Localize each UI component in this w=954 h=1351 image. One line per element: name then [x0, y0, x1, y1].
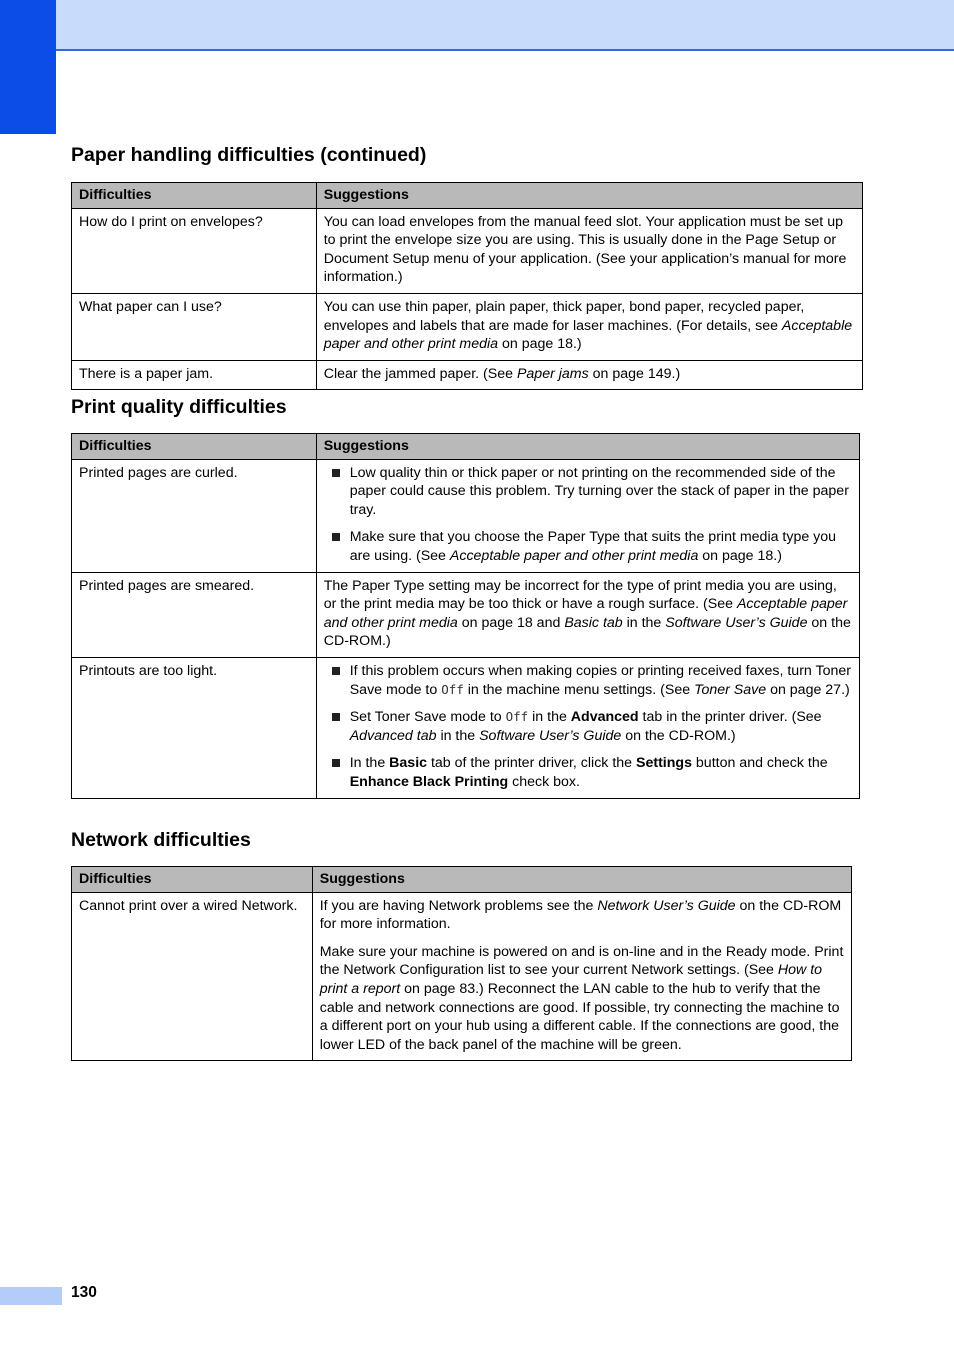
table-header-row [72, 434, 860, 460]
bullet-list [324, 662, 852, 792]
cross-reference: Acceptable paper and other print media [323, 596, 848, 631]
suggestion-cell: The Paper Type setting may be incorrect for the type of print media you are using, or the print media may be too thick or have a rough surface. (See Acceptable paper and other print media on page 18 and Basic tab in the Software User’s Guide on the CD-ROM.) [316, 572, 859, 657]
difficulty-cell: There is a paper jam. [72, 360, 317, 390]
footer-band [0, 1287, 62, 1305]
column-header-suggestions: Suggestions [316, 183, 862, 209]
table-row [72, 572, 860, 657]
cross-reference: Advanced tab [349, 727, 437, 744]
cross-reference: Acceptable paper and other print media [449, 547, 699, 564]
suggestion-cell: You can use thin paper, plain paper, thick paper, bond paper, recycled paper, envelopes and labels that are made for laser machines. (For details, see Acceptable paper and other print media on page 18.) [316, 293, 862, 360]
chapter-tab [0, 0, 56, 134]
print-quality-table [71, 433, 860, 799]
column-header-difficulties: Difficulties [72, 434, 317, 460]
column-header-suggestions: Suggestions [312, 867, 851, 893]
section-title-network: Network difficulties [71, 829, 251, 851]
suggestion-cell [316, 657, 859, 798]
table-row [72, 892, 852, 1061]
suggestion-cell [312, 892, 851, 1061]
suggestion-cell [316, 459, 859, 572]
column-header-difficulties: Difficulties [72, 867, 313, 893]
list-item: Make sure that you choose the Paper Type that suits the print media type you are using. (See Acceptable paper and other print media on page 18.) [350, 528, 852, 565]
suggestion-cell: You can load envelopes from the manual feed slot. Your application must be set up to print the envelope size you are using. This is usually done in the Page Setup or Document Setup menu of your application. (See your application’s manual for more information.) [316, 208, 862, 293]
bullet-list [324, 464, 852, 566]
cross-reference: Paper jams [516, 365, 589, 382]
section-title-paper-handling: Paper handling difficulties (continued) [71, 144, 427, 166]
difficulty-cell: Printed pages are smeared. [72, 572, 317, 657]
list-item: In the Basic tab of the printer driver, click the Settings button and check the Enhance Black Printing check box. [350, 754, 852, 791]
page-number: 130 [71, 1284, 97, 1301]
lcd-text: Off [441, 681, 464, 697]
list-item: If this problem occurs when making copies or printing received faxes, turn Toner Save mode to Off in the machine menu settings. (See Toner Save on page 27.) [349, 662, 851, 698]
table-row [72, 208, 863, 293]
paragraph: If you are having Network problems see the Network User’s Guide on the CD-ROM for more information. [319, 897, 842, 933]
difficulty-cell: Cannot print over a wired Network. [72, 892, 313, 1061]
difficulty-cell: Printouts are too light. [72, 657, 317, 798]
cross-reference: Software User’s Guide [665, 614, 808, 631]
paragraph: Make sure your machine is powered on and is on-line and in the Ready mode. Print the Network Configuration list to see your current Network settings. (See How to print a report on page 83.) Reconnect the LAN cable to the hub to verify that the cable and network connections are good. If possible, try connecting the machine to a different port on your hub using a different cable. If the connections are good, the lower LED of the back panel of the machine will be green. [319, 943, 844, 1053]
table-row [72, 657, 860, 798]
section-title-print-quality: Print quality difficulties [71, 396, 287, 418]
cross-reference: How to print a report [319, 962, 823, 997]
table-row [72, 293, 863, 360]
cross-reference: Software User’s Guide [479, 727, 622, 744]
table-row [72, 459, 860, 572]
list-item: Set Toner Save mode to Off in the Advanced tab in the printer driver. (See Advanced tab in the Software User’s Guide on the CD-ROM.) [350, 708, 852, 745]
difficulty-cell: How do I print on envelopes? [72, 208, 317, 293]
cross-reference: Network User’s Guide [597, 897, 736, 914]
paper-handling-table [71, 182, 863, 390]
lcd-text: Off [505, 709, 529, 725]
table-header-row [72, 183, 863, 209]
column-header-difficulties: Difficulties [72, 183, 317, 209]
table-header-row [72, 867, 852, 893]
cross-reference: Toner Save [694, 681, 767, 698]
cross-reference: Basic tab [564, 614, 623, 631]
difficulty-cell: What paper can I use? [72, 293, 317, 360]
suggestion-cell: Clear the jammed paper. (See Paper jams on page 149.) [316, 360, 862, 390]
list-item: Low quality thin or thick paper or not printing on the recommended side of the paper could cause this problem. Try turning over the stack of paper in the paper tray. [350, 464, 852, 520]
difficulty-cell: Printed pages are curled. [72, 459, 317, 572]
cross-reference: Acceptable paper and other print media [323, 317, 853, 353]
network-table [71, 866, 852, 1061]
header-band [0, 0, 954, 51]
column-header-suggestions: Suggestions [316, 434, 859, 460]
table-row [72, 360, 863, 390]
